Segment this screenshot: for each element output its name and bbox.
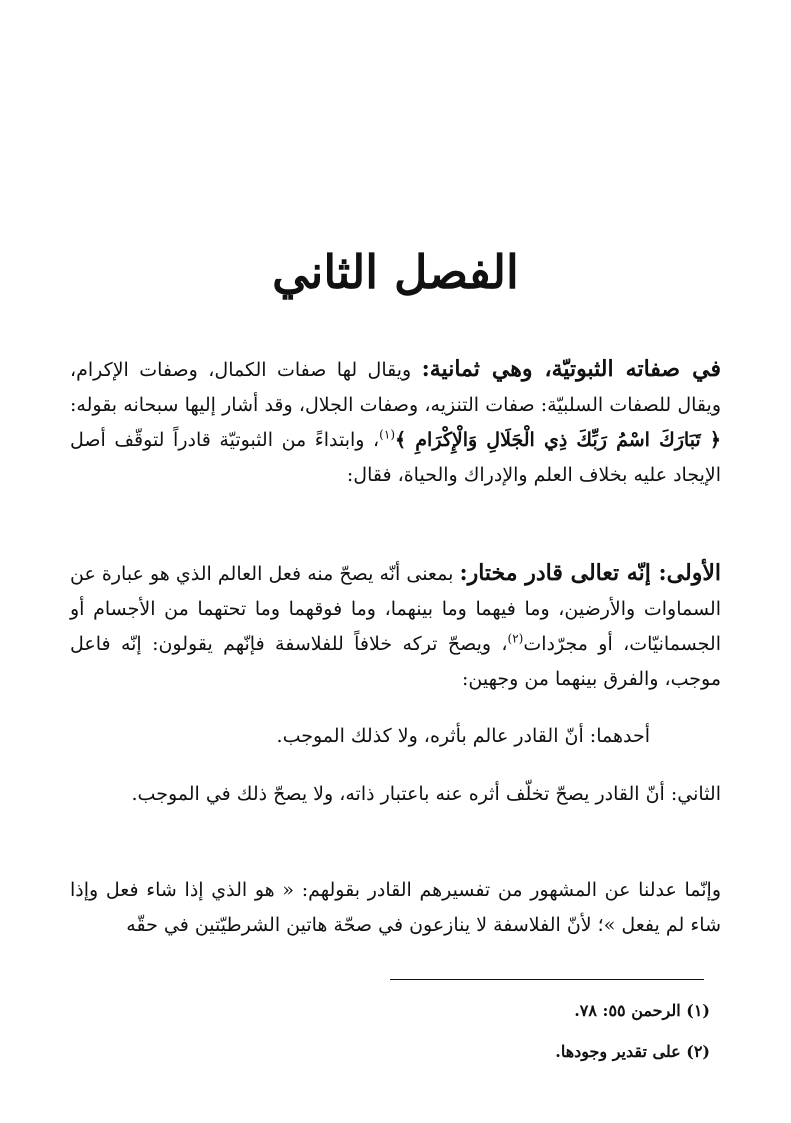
- first-attribute-text-a: بمعنى أنّه يصحّ منه فعل العالم الذي هو عبارة عن السماوات والأرضين، وما فيهما وما بينهما، وما فوقهما وما تحتهما من الأجسام أو الجسمانيّات، أو مجرّدات: [70, 563, 721, 655]
- footnote-2: (٢) على تقدير وجودها.: [555, 1042, 710, 1061]
- footnote-ref-1[interactable]: (١): [379, 427, 395, 442]
- intro-text-a: ويقال لها صفات الكمال، وصفات الإكرام، ويقال للصفات السلبيّة: صفات التنزيه، وصفات الجلال، وقد أشار إليها سبحانه بقوله:: [70, 359, 721, 416]
- difference-one: أحدهما: أنّ القادر عالم بأثره، ولا كذلك الموجب.: [276, 725, 650, 747]
- footnote-1: (١) الرحمن ٥٥: ٧٨.: [574, 1001, 710, 1020]
- closing-paragraph: وإنّما عدلنا عن المشهور من تفسيرهم القادر بقولهم: « هو الذي إذا شاء فعل وإذا شاء لم يفعل »؛ لأنّ الفلاسفة لا ينازعون في صحّة هاتين الشرطيّتين في حقّه: [70, 879, 721, 936]
- footnote-ref-2[interactable]: (٢): [507, 631, 524, 646]
- intro-text-b: ، وابتداءً من الثبوتيّة قادراً لتوقّف أصل الإيجاد عليه بخلاف العلم والإدراك والحياة، فقال:: [70, 429, 721, 486]
- first-attribute-lead: الأولى: إنّه تعالى قادر مختار:: [459, 560, 721, 586]
- intro-paragraph: [70, 352, 721, 493]
- intro-lead: في صفاته الثبوتيّة، وهي ثمانية:: [421, 356, 721, 382]
- chapter-title: الفصل الثاني: [272, 245, 519, 299]
- first-attribute-paragraph: [70, 556, 721, 697]
- quran-verse: ﴿ تَبَارَكَ اسْمُ رَبِّكَ ذِي الْجَلَالِ وَالْإِكْرَامِ ﴾: [395, 429, 722, 451]
- first-attribute-text-b: ، ويصحّ تركه خلافاً للفلاسفة فإنّهم يقولون: إنّه فاعل موجب، والفرق بينهما من وجهين:: [70, 633, 721, 690]
- footnote-divider: [390, 979, 704, 980]
- difference-two: الثاني: أنّ القادر يصحّ تخلّف أثره عنه باعتبار ذاته، ولا يصحّ ذلك في الموجب.: [131, 783, 721, 805]
